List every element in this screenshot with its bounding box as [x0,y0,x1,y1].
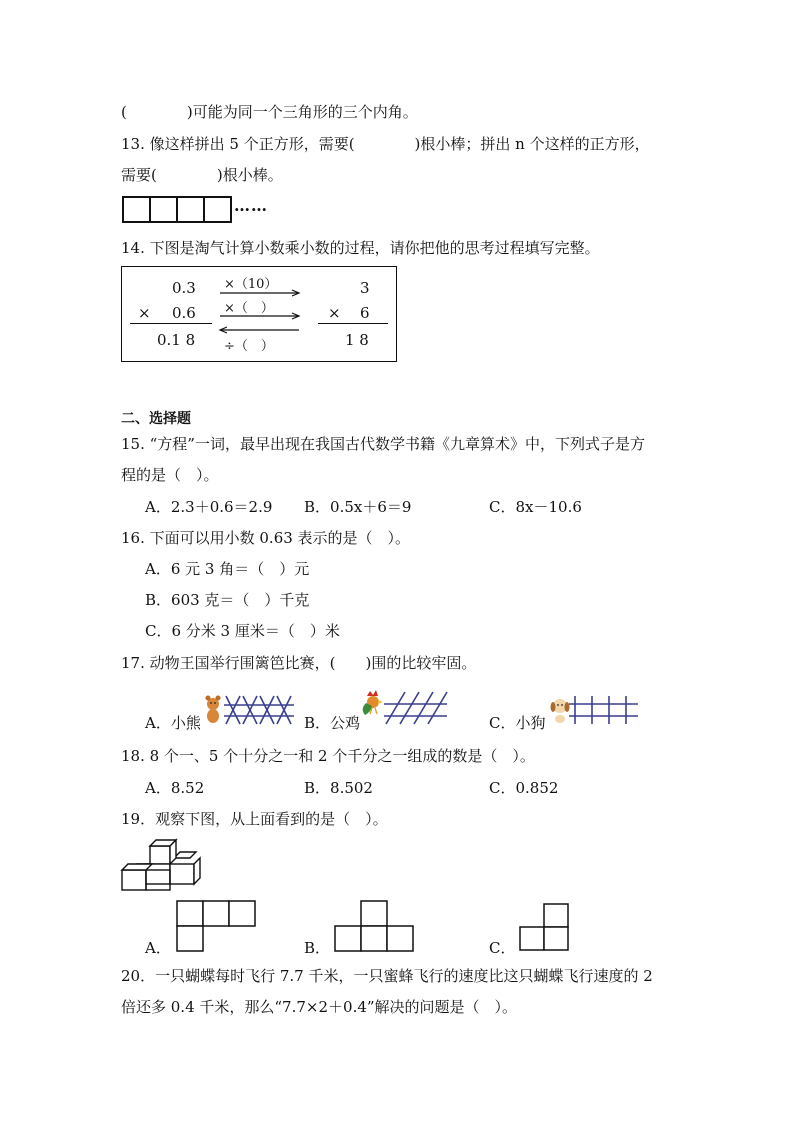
q15-option-a: A．2.3＋0.6＝2.9 [145,498,273,516]
q19-option-c: C． [489,939,516,957]
q19-option-b: B． [304,939,331,957]
q13-line-1: 13. 像这样拼出 5 个正方形，需要( )根小棒；拼出 n 个这样的正方形， [121,135,650,153]
q13-dots: …… [234,196,268,215]
q18-option-a: A．8.52 [145,779,205,797]
q17-option-b: B．公鸡 [304,714,361,732]
q16-option-a: A．6 元 3 角＝（ ）元 [145,560,310,578]
q12-tail-text: ( )可能为同一个三角形的三个内角。 [121,103,418,121]
q14-line: 14. 下图是淘气计算小数乘小数的过程，请你把他的思考过程填写完整。 [121,239,600,257]
q15-line-2: 程的是（ ）。 [121,466,219,484]
q13-line-2: 需要( )根小棒。 [121,166,283,184]
q19-option-a: A． [145,939,171,957]
q20-line-1: 20．一只蝴蝶每时飞行 7.7 千米，一只蜜蜂飞行的速度比这只蝴蝶飞行速度的 2 [121,967,653,985]
q17-option-c: C．小狗 [489,714,546,732]
q14-arrow-label-1: ×（10） [224,277,278,292]
view-a-figure [177,901,255,951]
q14-left-times: × [138,304,151,322]
q14-right-bottom: 1 8 [345,331,369,349]
q18-line: 18. 8 个一、5 个十分之一和 2 个千分之一组成的数是（ ）。 [121,747,535,765]
view-c-figure [520,904,568,950]
q18-option-b: B．8.502 [304,779,373,797]
view-b-figure [335,901,413,951]
q17-line: 17. 动物王国举行围篱笆比赛，( )围的比较牢固。 [121,654,477,672]
q20-line-2: 倍还多 0.4 千米，那么“7.7×2＋0.4”解决的问题是（ ）。 [121,998,518,1016]
q16-line: 16. 下面可以用小数 0.63 表示的是（ ）。 [121,529,411,547]
q18-option-c: C．0.852 [489,779,559,797]
q17-option-a: A．小熊 [145,714,201,732]
q14-left-mid: 0.6 [172,304,196,322]
q15-line-1: 15. “方程”一词，最早出现在我国古代数学书籍《九章算术》中，下列式子是方 [121,435,645,453]
q16-option-b: B．603 克＝（ ）千克 [145,591,310,609]
q19-line: 19．观察下图，从上面看到的是（ ）。 [121,810,388,828]
q14-right-top: 3 [360,279,370,297]
q15-option-c: C．8x－10.6 [489,498,582,516]
q14-left-top: 0.3 [172,279,196,297]
q16-option-c: C．6 分米 3 厘米＝（ ）米 [145,622,340,640]
q14-right-mid: 6 [360,304,370,322]
q14-arrow-label-3: ÷（ ） [224,339,274,354]
q15-option-b: B．0.5x＋6＝9 [304,498,412,516]
q14-right-times: × [328,304,341,322]
q14-left-bottom: 0.1 8 [157,331,196,349]
section-title: 二、选择题 [121,411,191,427]
q14-arrow-label-2: ×（ ） [224,301,274,316]
